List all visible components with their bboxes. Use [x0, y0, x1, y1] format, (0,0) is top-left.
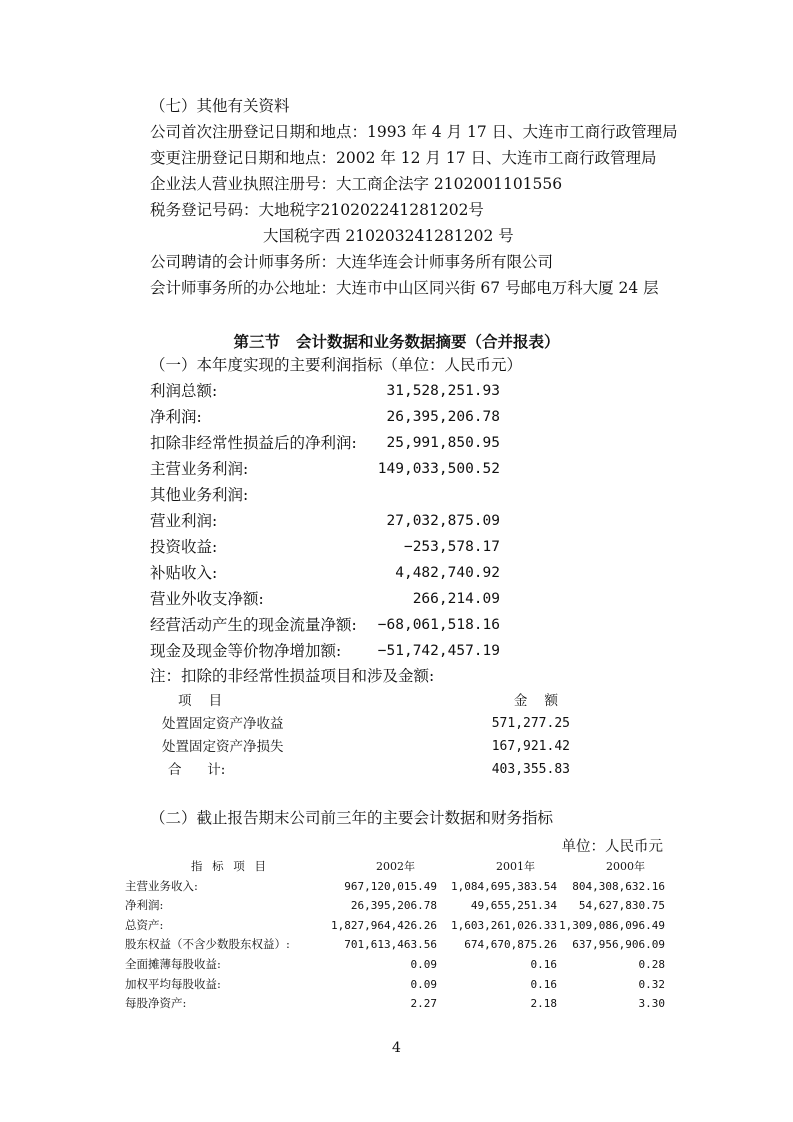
profit-row: [150, 510, 500, 532]
profit-value: 26,395,206.78: [386, 409, 500, 425]
cell-2000: 3.30: [638, 997, 665, 1011]
other-info-title: （七）其他有关资料: [150, 97, 290, 115]
page-number: 4: [392, 1040, 401, 1056]
cell-2000: 1,309,086,096.49: [559, 918, 665, 932]
table-row: [125, 877, 665, 897]
note-header-item: 项 目: [178, 693, 223, 709]
cell-2000: 804,308,632.16: [572, 879, 665, 893]
note-row: [150, 714, 570, 734]
header-2001: 2001年: [496, 860, 535, 873]
cell-2000: 0.28: [638, 957, 665, 971]
tax-registration-1: 税务登记号码：大地税字210202241281202号: [150, 201, 484, 219]
profit-label: 主营业务利润:: [150, 460, 249, 478]
profit-value: −51,742,457.19: [377, 643, 500, 659]
financial-title: （二）截止报告期末公司前三年的主要会计数据和财务指标: [150, 809, 554, 827]
profit-title: （一）本年度实现的主要利润指标（单位：人民币元）: [150, 356, 523, 374]
table-row: [125, 935, 665, 955]
cell-2001: 1,603,261,026.33: [451, 918, 557, 932]
profit-label: 投资收益:: [150, 538, 218, 556]
table-row: [125, 916, 665, 936]
note-header-amount: 金 额: [513, 693, 558, 709]
profit-value: 266,214.09: [412, 591, 500, 607]
cell-2002: 1,827,964,426.26: [331, 918, 437, 932]
firm-address: 会计师事务所的办公地址：大连市中山区同兴街 67 号邮电万科大厦 24 层: [150, 279, 659, 297]
profit-row: [150, 562, 500, 584]
profit-row: [150, 432, 500, 454]
profit-row: [150, 640, 500, 662]
profit-value: 31,528,251.93: [386, 383, 500, 399]
profit-row: [150, 380, 500, 402]
row-label: 总资产:: [125, 917, 164, 932]
header-indicator: 指 标 项 目: [191, 859, 269, 873]
profit-row: [150, 484, 500, 506]
cell-2002: 26,395,206.78: [350, 899, 437, 913]
note-total-label: 合 计:: [168, 762, 226, 778]
accounting-firm: 公司聘请的会计师事务所：大连华连会计师事务所有限公司: [150, 253, 554, 271]
first-registration: 公司首次注册登记日期和地点：1993 年 4 月 17 日、大连市工商行政管理局: [150, 123, 678, 141]
profit-label: 营业外收支净额:: [150, 590, 264, 608]
profit-value: 27,032,875.09: [386, 513, 500, 529]
cell-2000: 637,956,906.09: [572, 938, 665, 952]
cell-2002: 0.09: [410, 977, 437, 991]
cell-2000: 0.32: [638, 977, 665, 991]
row-label: 主营业务收入:: [125, 878, 198, 893]
profit-label: 扣除非经常性损益后的净利润:: [150, 434, 357, 452]
table-row: [125, 994, 665, 1014]
cell-2002: 701,613,463.56: [344, 938, 437, 952]
cell-2001: 2.18: [530, 997, 557, 1011]
cell-2001: 0.16: [530, 977, 557, 991]
cell-2001: 0.16: [530, 957, 557, 971]
profit-value: 25,991,850.95: [386, 435, 500, 451]
cell-2002: 0.09: [410, 957, 437, 971]
header-2002: 2002年: [376, 860, 415, 873]
profit-row: [150, 536, 500, 558]
profit-value: −253,578.17: [403, 539, 500, 555]
financial-table: [125, 857, 665, 1014]
row-label: 净利润:: [125, 898, 164, 913]
cell-2001: 1,084,695,383.54: [451, 879, 557, 893]
table-row: [125, 975, 665, 995]
profit-label: 补贴收入:: [150, 564, 218, 582]
row-label: 每股净资产:: [125, 996, 187, 1011]
note-row: [150, 737, 570, 757]
profit-label: 利润总额:: [150, 382, 218, 400]
note-label: 处置固定资产净收益: [162, 716, 284, 732]
profit-label: 现金及现金等价物净增加额:: [150, 642, 342, 660]
row-label: 股东权益（不含少数股东权益）:: [125, 937, 290, 952]
cell-2000: 54,627,830.75: [578, 899, 665, 913]
profit-row: [150, 614, 500, 636]
cell-2001: 49,655,251.34: [470, 899, 557, 913]
profit-value: −68,061,518.16: [377, 617, 500, 633]
cell-2002: 2.27: [410, 997, 437, 1011]
table-row: [125, 955, 665, 975]
tax-registration-2: 大国税字西 210203241281202 号: [263, 227, 514, 245]
profit-label: 经营活动产生的现金流量净额:: [150, 616, 357, 634]
note-value: 571,277.25: [491, 716, 570, 731]
note-label: 处置固定资产净损失: [162, 739, 284, 755]
note-total-row: [150, 760, 570, 780]
profit-row: [150, 588, 500, 610]
profit-label: 营业利润:: [150, 512, 218, 530]
row-label: 全面摊薄每股收益:: [125, 956, 221, 971]
profit-row: [150, 458, 500, 480]
header-2000: 2000年: [606, 860, 645, 873]
note-header: [150, 691, 570, 711]
note-value: 167,921.42: [491, 739, 570, 754]
profit-row: [150, 406, 500, 428]
profit-label: 其他业务利润:: [150, 486, 249, 504]
financial-header-row: [125, 857, 665, 877]
change-registration: 变更注册登记日期和地点：2002 年 12 月 17 日、大连市工商行政管理局: [150, 149, 657, 167]
row-label: 加权平均每股收益:: [125, 976, 221, 991]
profit-label: 净利润:: [150, 408, 202, 426]
section-heading: [0, 330, 793, 352]
table-row: [125, 896, 665, 916]
section-number: 第三节: [233, 332, 280, 351]
profit-value: 149,033,500.52: [377, 461, 500, 477]
note-total-value: 403,355.83: [491, 762, 570, 777]
profit-value: 4,482,740.92: [395, 565, 500, 581]
cell-2002: 967,120,015.49: [344, 879, 437, 893]
cell-2001: 674,670,875.26: [464, 938, 557, 952]
business-license: 企业法人营业执照注册号：大工商企法字 2102001101556: [150, 175, 563, 193]
section-title: 会计数据和业务数据摘要（合并报表）: [296, 332, 560, 351]
note-title: 注：扣除的非经常性损益项目和涉及金额:: [150, 667, 435, 685]
unit-label: 单位：人民币元: [561, 839, 663, 855]
